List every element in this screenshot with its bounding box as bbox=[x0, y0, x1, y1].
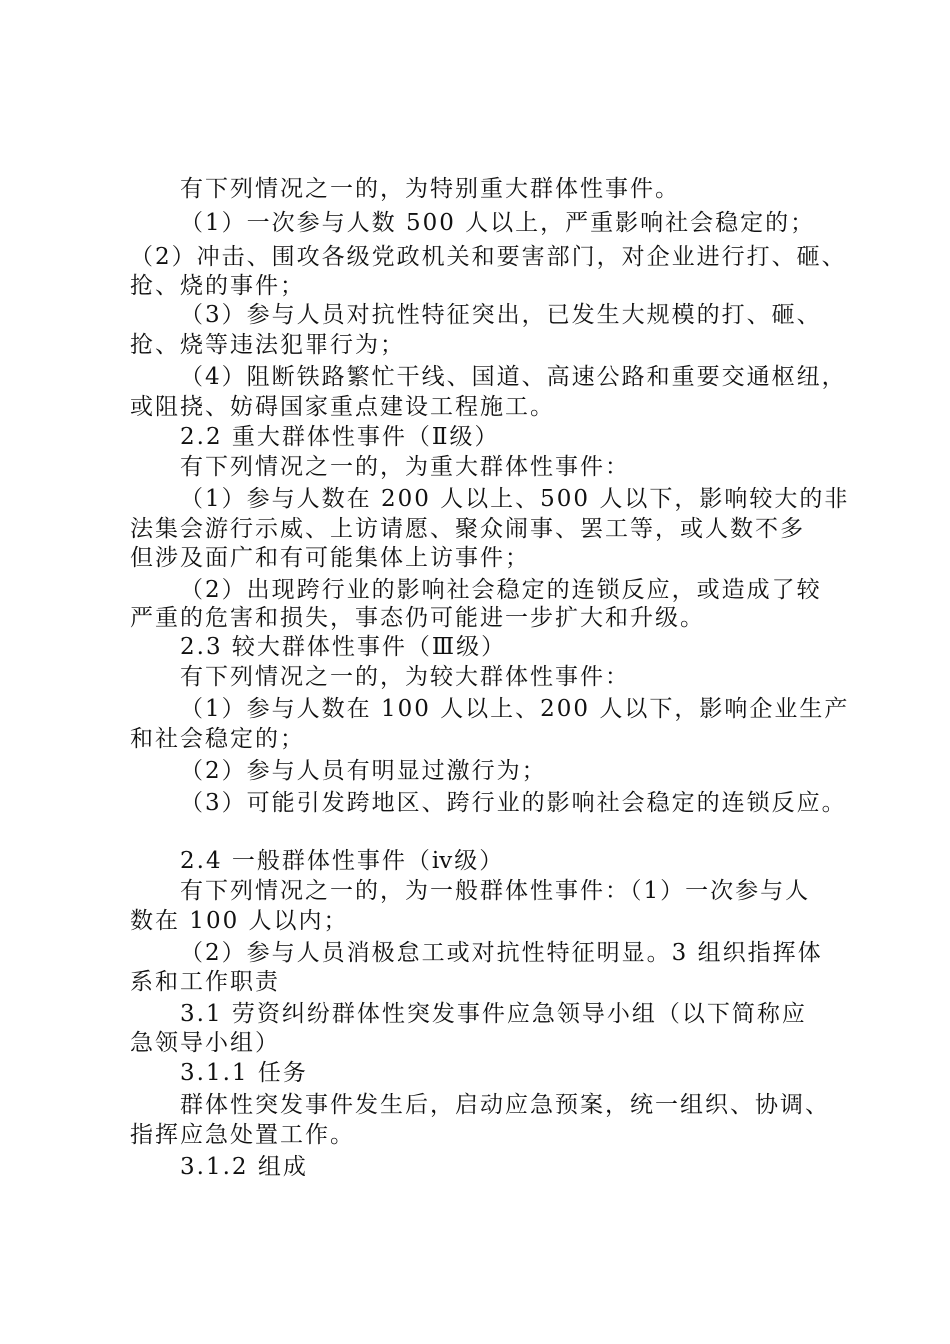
text-line: （2）参与人员消极怠工或对抗性特征明显。3 组织指挥体 bbox=[180, 940, 823, 966]
text-line: 和社会稳定的； bbox=[130, 726, 305, 752]
section-heading: 3.1 劳资纠纷群体性突发事件应急领导小组（以下简称应 bbox=[180, 1001, 807, 1027]
text-line: 群体性突发事件发生后，启动应急预案，统一组织、协调、 bbox=[180, 1092, 830, 1118]
text-line: 指挥应急处置工作。 bbox=[130, 1122, 355, 1148]
section-heading: 2.4 一般群体性事件（ⅳ级） bbox=[180, 848, 505, 874]
text-line: （1）参与人数在 100 人以上、200 人以下，影响企业生产 bbox=[180, 696, 850, 722]
section-heading: 3.1.2 组成 bbox=[180, 1154, 308, 1180]
text-line: （2）冲击、围攻各级党政机关和要害部门，对企业进行打、砸、 bbox=[130, 244, 847, 270]
text-line: 抢、烧等违法犯罪行为； bbox=[130, 332, 405, 358]
text-line: 但涉及面广和有可能集体上访事件； bbox=[130, 545, 530, 571]
text-line: （3）可能引发跨地区、跨行业的影响社会稳定的连锁反应。 bbox=[180, 790, 847, 816]
text-line: 严重的危害和损失，事态仍可能进一步扩大和升级。 bbox=[130, 605, 705, 631]
text-line: 系和工作职责 bbox=[130, 969, 280, 995]
text-line: 有下列情况之一的，为较大群体性事件： bbox=[180, 664, 630, 690]
text-line: 急领导小组） bbox=[130, 1030, 280, 1056]
text-line: 有下列情况之一的，为一般群体性事件：（1）一次参与人 bbox=[180, 878, 811, 904]
text-line: （2）参与人员有明显过激行为； bbox=[180, 758, 547, 784]
text-line: 或阻挠、妨碍国家重点建设工程施工。 bbox=[130, 394, 555, 420]
section-heading: 2.3 较大群体性事件（Ⅲ级） bbox=[180, 634, 507, 660]
text-line: 抢、烧的事件； bbox=[130, 273, 305, 299]
text-line: 有下列情况之一的，为重大群体性事件： bbox=[180, 454, 630, 480]
text-line: （2）出现跨行业的影响社会稳定的连锁反应，或造成了较 bbox=[180, 577, 822, 603]
section-heading: 2.2 重大群体性事件（Ⅱ级） bbox=[180, 424, 500, 450]
text-line: （1）一次参与人数 500 人以上，严重影响社会稳定的； bbox=[180, 210, 816, 236]
text-line: 数在 100 人以内； bbox=[130, 908, 349, 934]
section-heading: 3.1.1 任务 bbox=[180, 1060, 308, 1086]
text-line: （3）参与人员对抗性特征突出，已发生大规模的打、砸、 bbox=[180, 302, 822, 328]
text-line: （4）阻断铁路繁忙干线、国道、高速公路和重要交通枢纽， bbox=[180, 364, 847, 390]
text-line: 有下列情况之一的，为特别重大群体性事件。 bbox=[180, 176, 680, 202]
text-line: 法集会游行示威、上访请愿、聚众闹事、罢工等，或人数不多 bbox=[130, 516, 805, 542]
text-line: （1）参与人数在 200 人以上、500 人以下，影响较大的非 bbox=[180, 486, 850, 512]
